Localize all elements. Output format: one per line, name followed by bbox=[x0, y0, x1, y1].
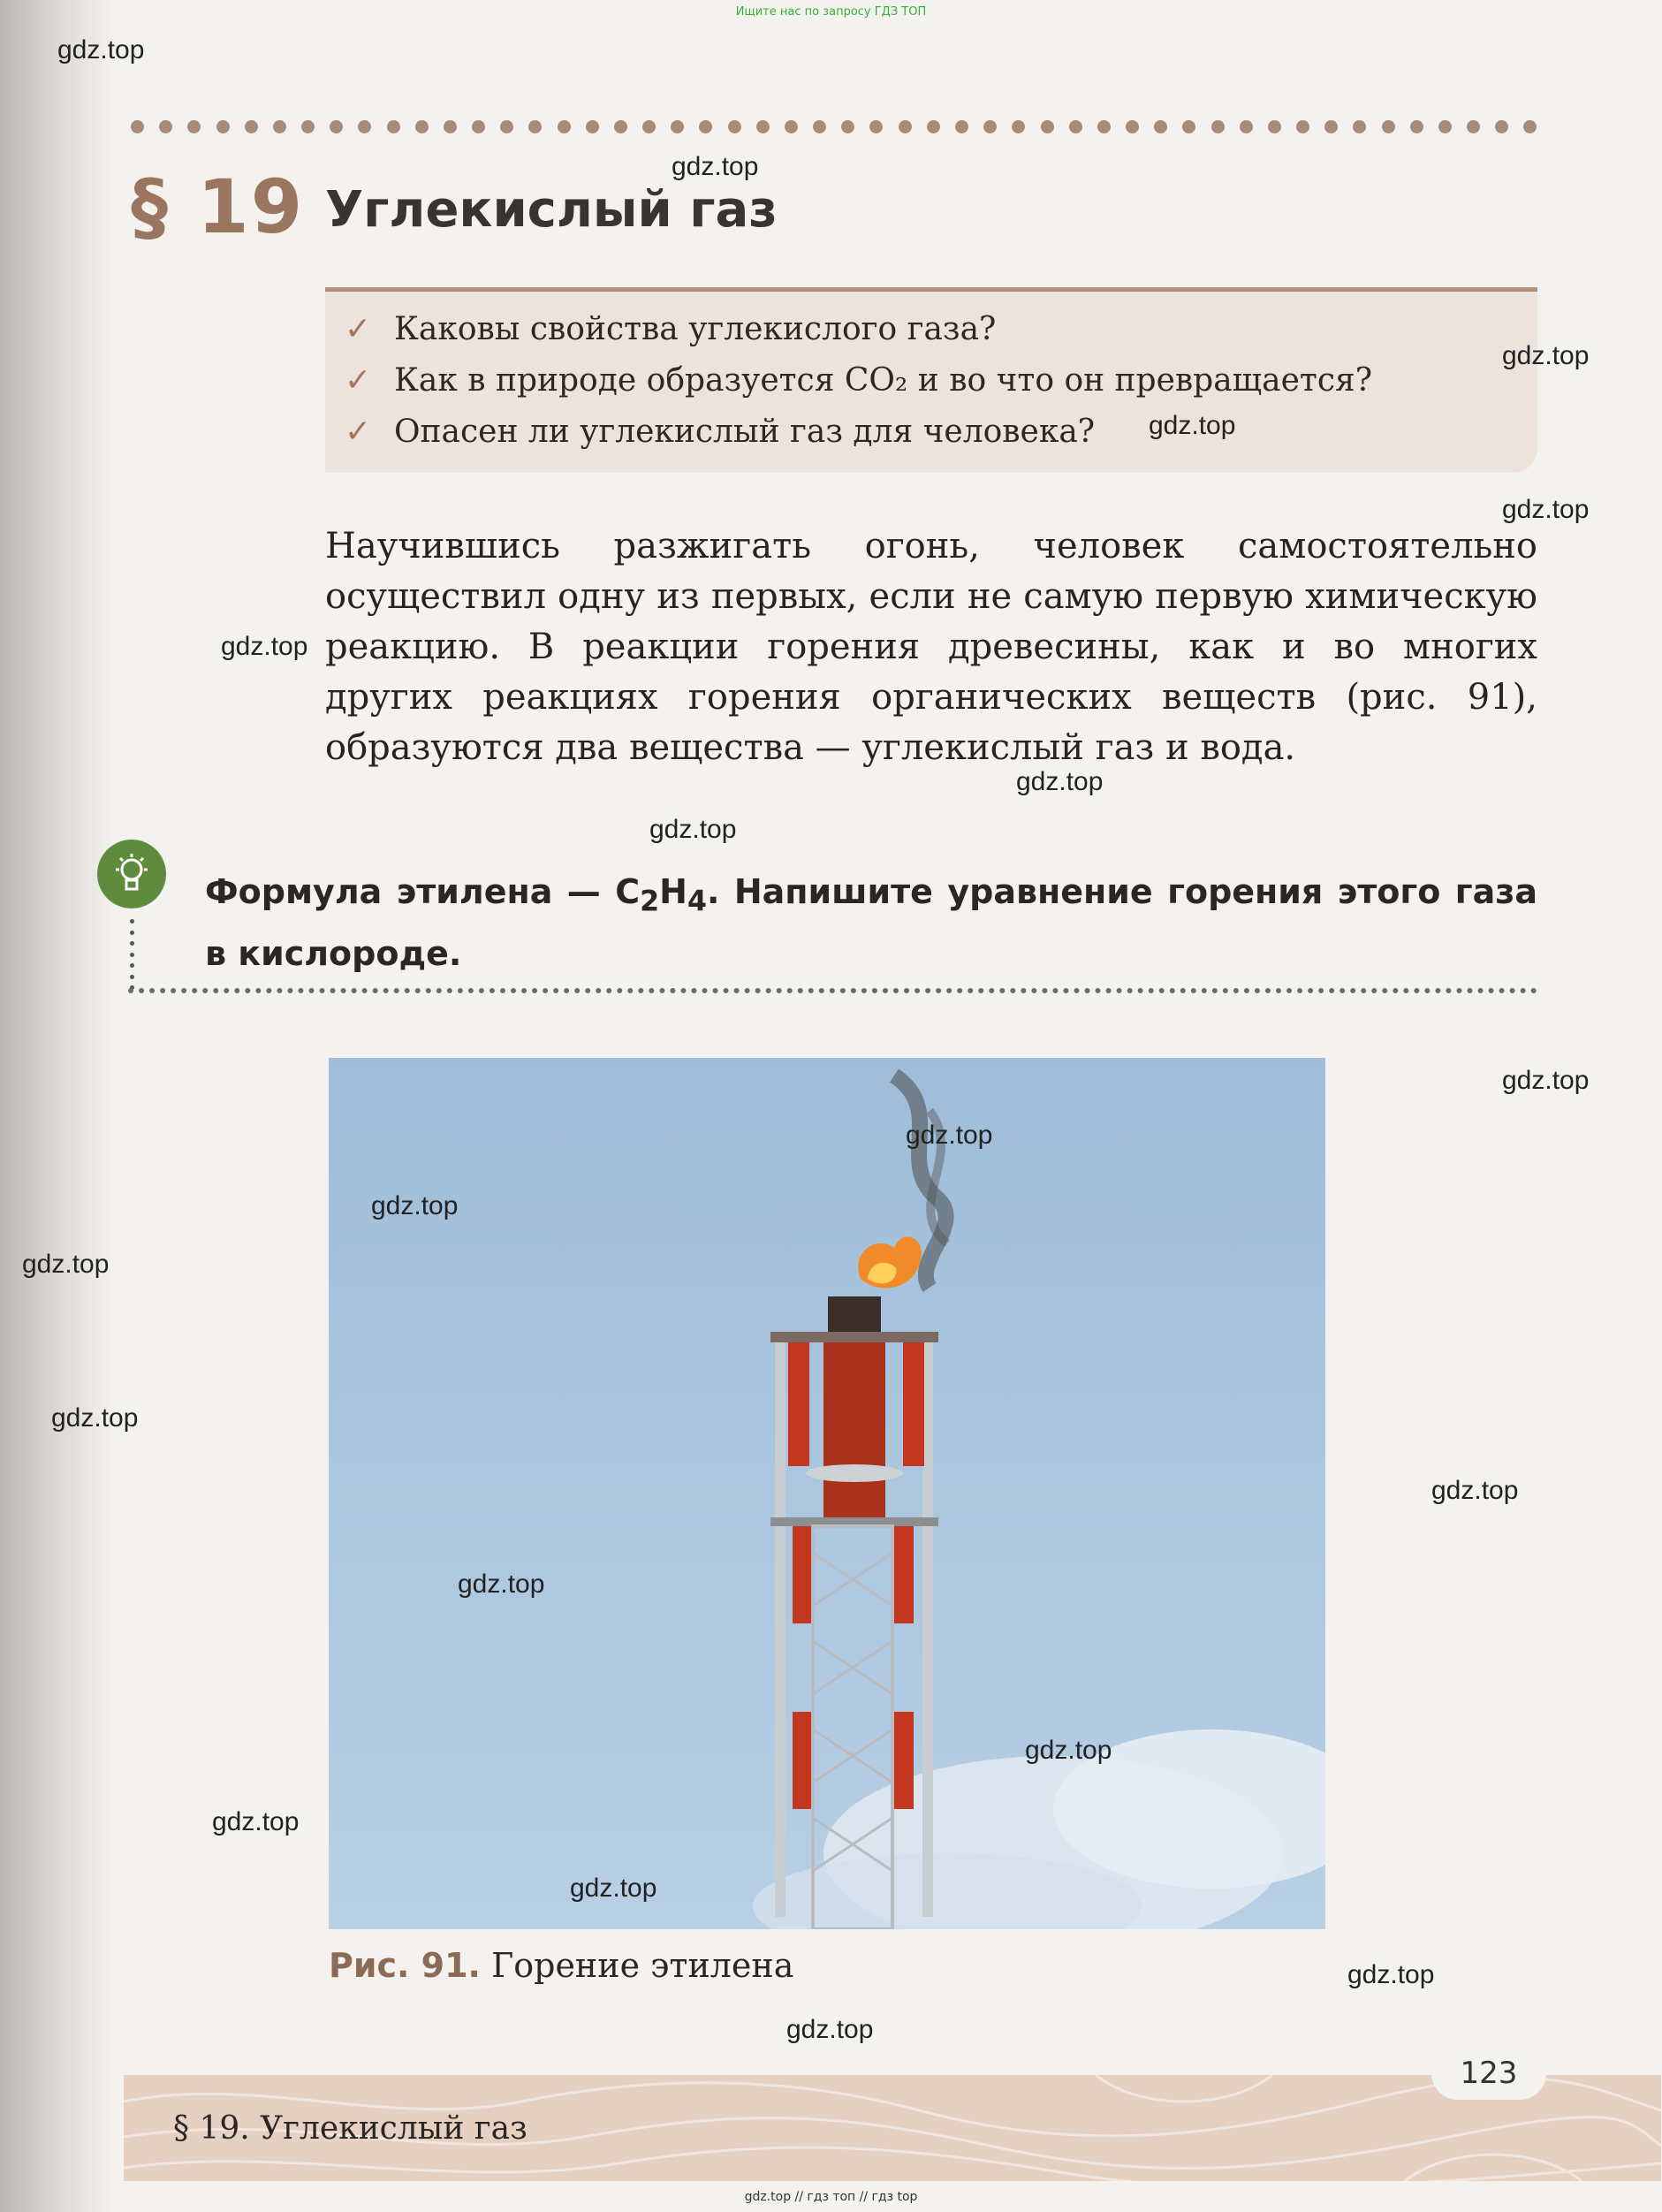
watermark: gdz.top bbox=[221, 632, 308, 661]
watermark: gdz.top bbox=[371, 1191, 459, 1220]
watermark: gdz.top bbox=[672, 152, 759, 181]
watermark: gdz.top bbox=[1149, 411, 1236, 440]
watermark: gdz.top bbox=[1502, 495, 1590, 524]
task-dotted-marker bbox=[128, 919, 135, 990]
page-gutter-shadow bbox=[0, 0, 115, 2212]
running-footer-title: § 19. Углекислый газ bbox=[173, 2110, 527, 2147]
ethylene-flare-photo bbox=[329, 1058, 1325, 1929]
dotted-divider bbox=[128, 988, 1537, 993]
question-item bbox=[345, 362, 1372, 399]
section-title: Углекислый газ bbox=[325, 181, 778, 239]
watermark: gdz.top bbox=[1025, 1736, 1112, 1765]
question-text: Как в природе образуется CO₂ и во что он превращается? bbox=[394, 362, 1372, 399]
watermark: gdz.top bbox=[22, 1250, 110, 1279]
watermark: gdz.top bbox=[570, 1874, 657, 1903]
page-number: 123 bbox=[1431, 2047, 1546, 2100]
body-paragraph: Научившись разжигать огонь, человек самостоятельно осуществил одну из первых, если не самую первую химическую реакцию. В реакции горения древесины, как и во многих других реакциях горения органических веществ (рис. 91), образуются два вещества — углекислый газ и вода. bbox=[325, 526, 1537, 768]
question-item bbox=[345, 311, 996, 347]
figure-caption bbox=[329, 1946, 793, 1985]
watermark: gdz.top bbox=[57, 35, 145, 65]
question-text: Опасен ли углекислый газ для человека? bbox=[394, 414, 1096, 450]
decorative-dot-row bbox=[131, 118, 1537, 134]
bottom-hint: gdz.top // гдз топ // гдз top bbox=[744, 2190, 918, 2204]
watermark: gdz.top bbox=[1016, 767, 1104, 796]
key-questions-box bbox=[325, 287, 1537, 473]
watermark: gdz.top bbox=[458, 1570, 545, 1599]
watermark: gdz.top bbox=[1347, 1960, 1435, 1989]
checkmark-icon: ✓ bbox=[345, 362, 372, 399]
watermark: gdz.top bbox=[1431, 1476, 1519, 1505]
question-item bbox=[345, 414, 1095, 450]
checkmark-icon: ✓ bbox=[345, 414, 372, 450]
question-text: Каковы свойства углекислого газа? bbox=[394, 311, 997, 347]
section-number: § 19 bbox=[131, 163, 305, 250]
task-text: Формула этилена — $C_2H_4$. Напишите уравнение горения этого газа в кислороде. bbox=[205, 872, 1537, 973]
top-search-hint: Ищите нас по запросу ГДЗ ТОП bbox=[735, 5, 927, 19]
watermark: gdz.top bbox=[786, 2015, 874, 2044]
figure-label: Рис. 91. bbox=[329, 1946, 481, 1985]
checkmark-icon: ✓ bbox=[345, 311, 372, 347]
figure-caption-text: Горение этилена bbox=[491, 1946, 794, 1985]
watermark: gdz.top bbox=[212, 1807, 300, 1836]
lightbulb-icon bbox=[97, 840, 166, 908]
watermark: gdz.top bbox=[1502, 1066, 1590, 1095]
watermark: gdz.top bbox=[1502, 341, 1590, 370]
watermark: gdz.top bbox=[906, 1121, 993, 1150]
watermark: gdz.top bbox=[649, 815, 737, 844]
watermark: gdz.top bbox=[51, 1403, 139, 1433]
